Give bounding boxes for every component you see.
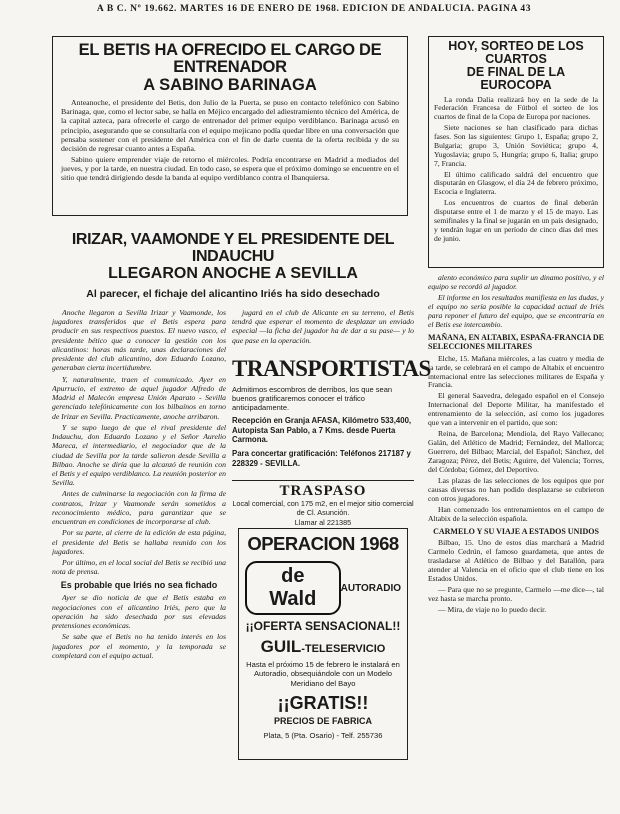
right-paragraph: Reina, de Barcelona; Mendiola, del Rayo Vallecano; Galán, del Atlético de Madrid; Fernández, del Mallorca; Guerrero, del Bilbao; Marcial, del Español; Sánchez, del Zaragoza; Pérez, del Betis; Aguirre, del Valencia; Torres, del Córdoba; Gómez, del Deportivo. bbox=[428, 429, 604, 475]
page-header: A B C. Nº 19.662. MARTES 16 DE ENERO DE 1968. EDICION DE ANDALUCIA. PAGINA 43 bbox=[96, 4, 532, 14]
transportistas-address: Recepción en Granja AFASA, Kilómetro 533,400, Autopista San Pablo, a 7 Kms. desde Puerta Carmona. bbox=[232, 416, 412, 445]
operacion-oferta: ¡¡OFERTA SENSACIONAL!! bbox=[245, 619, 401, 633]
irizar-subhead-2: Es probable que Iriés no sea fichado bbox=[60, 579, 218, 590]
operacion-brand-row bbox=[245, 561, 401, 615]
operacion-guil-row bbox=[245, 637, 401, 657]
betis-article bbox=[52, 36, 408, 216]
sorteo-headline-2: DE FINAL DE LA EUROCOPA bbox=[466, 65, 566, 93]
operacion-autoradio: AUTORADIO bbox=[340, 582, 401, 594]
operacion-text: Hasta el próximo 15 de febrero le instalará en Autoradio, obsequiándole con un Modelo Meridiano del Bayo bbox=[246, 660, 400, 688]
betis-body bbox=[61, 98, 399, 183]
irizar-paragraph: Y se supo luego de que el rival presidente del Indauchu, don Eduardo Lozano y el Señor Aurelio Mareca, el intermediario, el negociador que de la ciudad de Sevilla por la tarde salieron desde Sevilla a Bilbao. Anoche se diría que la alcanzó de reunión con el Betis y el equipo verdiblanco. La reunión posterior en Sevilla. bbox=[52, 422, 226, 488]
operacion-ad bbox=[238, 528, 408, 760]
espana-francia-kicker: MAÑANA, EN ALTABIX, ESPAÑA-FRANCIA DE SELECCIONES MILITARES bbox=[428, 332, 604, 352]
irizar-headline-2: LLEGARON ANOCHE A SEVILLA bbox=[108, 264, 358, 282]
transportistas-title: TRANSPORTISTAS bbox=[232, 356, 431, 381]
irizar-headline-1: IRIZAR, VAAMONDE Y EL PRESIDENTE DEL INDAUCHU bbox=[71, 231, 395, 265]
operacion-precios: PRECIOS DE FABRICA bbox=[273, 716, 372, 727]
operacion-address: Plata, 5 (Pta. Osario) - Telf. 255736 bbox=[263, 731, 383, 741]
transportistas-ad bbox=[232, 356, 431, 476]
carmelo-kicker: CARMELO Y SU VIAJE A ESTADOS UNIDOS bbox=[433, 526, 599, 536]
traspaso-phone: Llamar al 221385 bbox=[294, 517, 352, 527]
sorteo-body bbox=[434, 96, 598, 244]
irizar-subhead: Al parecer, el fichaje del alicantino Iriés ha sido desechado bbox=[86, 288, 380, 301]
sorteo-article bbox=[428, 36, 604, 268]
irizar-paragraph: Anoche llegaron a Sevilla Irizar y Vaamonde, los jugadores transferidos que el Betis espera para producir en sus respectivos puestos. El nuevo vasco, el presidente bético que a conocer la gestión con los alicantinos: horas más tarde, unas declaraciones del presidente del club alicantino, don Eduardo Lozano, generaban cierta incertidumbre. bbox=[52, 308, 226, 373]
irizar-paragraph: Antes de culminarse la negociación con la firma de contratos, Irizar y Vaamonde serán sometidos a reconocimiento médico, para garantizar que se encuentran en condiciones de incorporarse al club. bbox=[52, 489, 226, 527]
sorteo-paragraph: Siete naciones se han clasificado para dichas fases. Son las siguientes: Grupo 1, España; grupo 2, Bulgaria; grupo 3, Unión Soviética; grupo 4, Yugoslavia; grupo 5, Hungría; grupo 6, Italia; grupo 7, Francia. bbox=[434, 123, 598, 168]
right-paragraph: — Mira, de viaje no lo puedo decir. bbox=[438, 604, 547, 614]
traspaso-title: TRASPASO bbox=[279, 483, 367, 499]
betis-paragraph: Sabino quiere emprender viaje de retorno el miércoles. Podría encontrarse en Madrid a mediados del jueves, y por la tarde, en nuestra ciudad. En todo caso, se espera que el próximo domingo se encuentre en el sitio que tendrá dirigiendo desde la banda al equipo verdiblanco contra el Ibanquiersa. bbox=[61, 155, 399, 183]
traspaso-ad bbox=[232, 480, 414, 527]
traspaso-text: Local comercial, con 175 m2, en el mejor sitio comercial de Cl. Asunción. bbox=[232, 499, 414, 517]
irizar-paragraph: Por su parte, al cierre de la edición de esta página, el presidente del Betis se hallaba reunido con los jugadores. bbox=[52, 528, 226, 556]
operacion-title: OPERACION 1968 bbox=[247, 533, 399, 554]
operacion-guil: GUIL bbox=[260, 637, 302, 656]
transportistas-text: Admitimos escombros de derribos, los que sean buenos gratificaremos conocer el tráfico anticipadamente. bbox=[232, 385, 393, 412]
middle-continuation: jugará en el club de Alicante en su terreno, el Betis tendrá que esperar el momento de desplazar un enviado especial —la ficha del jugador ha de dar a su pase— y lo que pase en la operación. bbox=[232, 308, 414, 345]
betis-headline-1: EL BETIS HA OFRECIDO EL CARGO DE ENTRENADOR bbox=[78, 41, 382, 77]
irizar-headline-block bbox=[52, 232, 414, 300]
sorteo-paragraph: El último calificado saldrá del encuentro que disputarán en Glasgow, el día 24 de febrero próximo, Escocia e Inglaterra. bbox=[434, 169, 598, 197]
betis-paragraph: Anteanoche, el presidente del Betis, don Julio de la Puerta, se puso en contacto telefónico con Sabino Barinaga, que, como el lector sabe, se halla en Méjico encargado del adiestramiento técnico del América, de la capital azteca, para ofrecerle el cargo de entrenador del primer equipo verdiblanco. Barinaga acusó en principio, asegurando que se consultaría con el equipo mejicano podía quedar libre en una conversación que pensaba sostener con el presidente del América con el fin de darle cuenta de la oferta recibida y de su decisión de regresar cuanto antes a España. bbox=[61, 97, 399, 153]
irizar-body bbox=[52, 308, 226, 808]
right-paragraph: Elche, 15. Mañana miércoles, a las cuatro y media de la tarde, se celebrará en el campo de Altabix el encuentro internacional entre las selecciones militares de España y Francia. bbox=[428, 353, 604, 390]
right-column bbox=[428, 274, 604, 810]
right-paragraph: Bilbao, 15. Uno de estos días marchará a Madrid Carmelo Cedrún, el famoso guardameta, que antes de trasladarse al Atlético de Bilbao y del Batallón, para atender al Valencia en el oficio que el club tiene en los Estados Unidos. bbox=[428, 538, 604, 583]
right-paragraph: — Para que no se pregunte, Carmelo —me dice—, tal vez hasta se marcha pronto. bbox=[428, 584, 604, 603]
right-paragraph: Han comenzado los entrenamientos en el campo de Altabix de la selección española. bbox=[428, 504, 604, 523]
transportistas-phones: Para concertar gratificación: Teléfonos 217187 y 228329 - SEVILLA. bbox=[232, 449, 411, 468]
irizar-paragraph: Por último, en el local social del Betis se recibió una nota de prensa. bbox=[52, 558, 226, 577]
sorteo-paragraph: La ronda Dalia realizará hoy en la sede de la Federación Francesa de Fútbol el sorteo de los cuartos de final de la Copa de Europa por naciones. bbox=[434, 94, 598, 122]
right-paragraph: El general Saavedra, delegado español en el Consejo Internacional del Deporte Militar, ha manifestado el entrenamiento de la selección, así como los jugadores que van a intervenir en el partido, que son: bbox=[428, 391, 604, 428]
irizar-paragraph: Ayer se dio noticia de que el Betis estaba en negociaciones con el alicantino Iriés, pero que la operación ha sido desechada por sus elevadas pretensiones económicas. bbox=[52, 593, 226, 631]
operacion-gratis: ¡¡GRATIS!! bbox=[277, 693, 369, 714]
sorteo-headline-1: HOY, SORTEO DE LOS CUARTOS bbox=[448, 39, 584, 67]
sorteo-paragraph: Los encuentros de cuartos de final deberán disputarse entre el 1 de marzo y el 15 de mayo. Las semifinales y la final se jugarán en un país designado, y tendrán lugar en un período de cinco días del mes de junio. bbox=[434, 198, 598, 243]
irizar-paragraph: Y, naturalmente, traen el comunicado. Ayer en Apurrucio, el extremo de aquel jugador Alfredo de Madrid el Malecón empresa Unión Aparato - Sevilla gerenciado telefónicamente con los bilbaínos en torno de Irizar en Sevilla. Practicamente, anoche arribaron. bbox=[52, 374, 226, 421]
right-paragraph: El informe en los resultados manifiesta en las dudas, y el equipo no sería posible la capacidad actual de Iriés para reponer el futuro del equipo, que se encontraría en el Betis ese intercambio. bbox=[428, 292, 604, 329]
irizar-paragraph: Se sabe que el Betis no ha tenido interés en los jugadores por el momento, y la temporada se completará con el equipo actual. bbox=[52, 632, 226, 660]
dewald-logo: de Wald bbox=[245, 561, 341, 615]
right-paragraph: alento económico para suplir un dinamo positivo, y el equipo se recordó al jugador. bbox=[428, 274, 604, 291]
operacion-teleservicio: -TELESERVICIO bbox=[301, 643, 386, 655]
right-paragraph: Las plazas de las selecciones de los equipos que por causas diversas no han podido desplazarse se cubrieron con otros jugadores. bbox=[428, 475, 604, 503]
betis-headline-2: A SABINO BARINAGA bbox=[143, 75, 317, 94]
